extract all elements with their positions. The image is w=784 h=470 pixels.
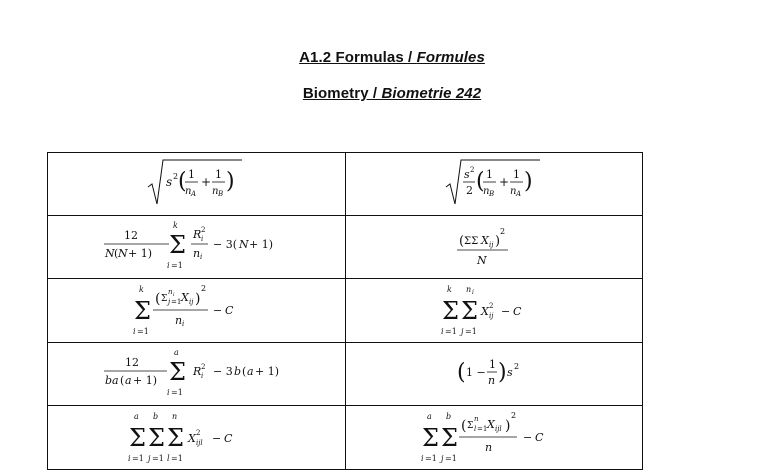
svg-text:Σ: Σ	[167, 424, 185, 452]
svg-text:Σ: Σ	[421, 424, 439, 452]
svg-text:=1: =1	[171, 260, 184, 270]
svg-text:1: 1	[485, 167, 493, 181]
svg-text:n: n	[509, 185, 517, 197]
svg-text:2: 2	[201, 284, 207, 293]
svg-text:=1: =1	[424, 454, 437, 463]
svg-text:2: 2	[513, 361, 519, 371]
formula-friedman	[101, 344, 291, 400]
svg-text:n: n	[185, 185, 192, 197]
svg-text:(: (	[458, 233, 464, 249]
formula-cell	[345, 343, 643, 406]
svg-text:n: n	[473, 415, 479, 423]
table-row	[48, 153, 643, 216]
svg-text:=1: =1	[137, 327, 150, 336]
svg-text:−: −	[500, 305, 510, 318]
svg-text:Σ: Σ	[440, 424, 458, 452]
svg-text:s: s	[166, 174, 173, 189]
svg-text:n: n	[175, 314, 183, 327]
svg-text:a: a	[174, 347, 180, 357]
formula-cell	[48, 279, 346, 343]
svg-text:ij: ij	[488, 312, 494, 320]
svg-text:C: C	[225, 304, 234, 317]
svg-text:a: a	[426, 412, 432, 421]
svg-text:): )	[195, 291, 201, 307]
svg-text:n: n	[193, 246, 201, 260]
subtitle-plain: Biometry /	[302, 85, 382, 102]
svg-text:=1: =1	[171, 387, 184, 397]
svg-text:2: 2	[469, 165, 475, 174]
table-row	[48, 279, 643, 343]
svg-text:1: 1	[188, 167, 196, 181]
svg-text:X: X	[486, 418, 495, 431]
svg-text:k: k	[173, 220, 179, 230]
svg-text:2: 2	[499, 226, 505, 236]
svg-text:+: +	[498, 174, 509, 189]
svg-text:ij: ij	[488, 240, 494, 249]
svg-text:j: j	[460, 327, 464, 336]
svg-text:b: b	[153, 412, 159, 421]
formula-cell	[48, 216, 346, 279]
svg-text:N: N	[239, 237, 249, 251]
svg-text:(: (	[456, 359, 466, 385]
formula-variance-factor	[454, 347, 534, 397]
svg-text:A: A	[191, 189, 197, 198]
svg-text:2: 2	[465, 183, 473, 197]
svg-text:C: C	[534, 431, 544, 444]
page-subtitle	[0, 85, 784, 102]
svg-text:12: 12	[124, 228, 139, 242]
svg-text:n: n	[482, 185, 490, 197]
formula-cell	[48, 153, 346, 216]
svg-text:n: n	[465, 285, 471, 294]
svg-text:− 3(: − 3(	[213, 237, 238, 251]
svg-text:Σ: Σ	[460, 297, 478, 325]
svg-text:Σ: Σ	[466, 421, 474, 431]
svg-text:+ 1): + 1)	[249, 237, 274, 251]
svg-text:a: a	[247, 364, 254, 378]
svg-text:(: (	[460, 418, 467, 434]
table-row	[48, 343, 643, 406]
svg-text:): )	[494, 233, 500, 249]
svg-text:X: X	[188, 432, 197, 445]
svg-text:C: C	[512, 305, 522, 318]
formula-cell	[345, 153, 643, 216]
svg-text:s: s	[463, 167, 470, 181]
svg-text:1: 1	[512, 167, 520, 181]
svg-text:+ 1): + 1)	[133, 373, 158, 387]
svg-text:i: i	[128, 454, 131, 463]
svg-text:B: B	[218, 189, 224, 198]
formula-cell	[345, 406, 643, 470]
svg-text:+ 1): + 1)	[128, 246, 153, 260]
svg-text:i: i	[167, 260, 170, 270]
formula-three-way-ss	[126, 406, 266, 464]
svg-text:+ 1): + 1)	[255, 364, 280, 378]
svg-text:i: i	[440, 327, 444, 336]
svg-text:N: N	[105, 246, 115, 260]
svg-text:): )	[523, 168, 533, 194]
svg-text:s: s	[506, 365, 513, 379]
svg-text:2: 2	[488, 302, 494, 310]
svg-text:Σ: Σ	[161, 294, 168, 304]
svg-text:i: i	[471, 289, 474, 296]
svg-text:1: 1	[488, 357, 496, 371]
svg-text:ΣΣ: ΣΣ	[463, 235, 478, 247]
svg-text:R: R	[193, 227, 202, 241]
svg-text:(: (	[242, 364, 247, 378]
svg-text:+: +	[201, 174, 212, 189]
subtitle-italic: Biometrie 242	[381, 85, 482, 102]
formula-table	[47, 152, 643, 470]
svg-text:): )	[504, 418, 511, 434]
svg-text:=1: =1	[132, 454, 145, 463]
formula-cell-ss	[419, 406, 569, 464]
svg-text:=1: =1	[152, 454, 165, 463]
svg-text:=1: =1	[476, 425, 488, 433]
svg-text:j: j	[148, 454, 151, 463]
svg-text:ba: ba	[105, 373, 119, 387]
svg-text:i: i	[420, 454, 424, 463]
svg-text:a: a	[134, 412, 140, 421]
svg-text:l: l	[167, 454, 170, 463]
svg-text:(: (	[155, 291, 161, 307]
svg-text:X: X	[181, 291, 190, 304]
formula-cell	[345, 216, 643, 279]
svg-text:2: 2	[201, 225, 206, 234]
svg-text:(: (	[120, 373, 125, 387]
formula-pooled-se	[146, 157, 246, 207]
formula-pooled-se-half	[444, 157, 544, 207]
svg-text:C: C	[224, 432, 233, 445]
svg-text:=1: =1	[464, 327, 477, 336]
svg-text:i: i	[200, 252, 203, 261]
formula-cell	[48, 343, 346, 406]
svg-text:− 3: − 3	[213, 364, 233, 378]
svg-text:n: n	[212, 185, 219, 197]
svg-text:b: b	[445, 412, 451, 421]
svg-text:2: 2	[510, 411, 516, 420]
svg-text:−: −	[213, 304, 223, 317]
svg-text:=1: =1	[444, 454, 457, 463]
svg-text:B: B	[488, 189, 494, 198]
svg-text:n: n	[168, 288, 173, 296]
svg-text:1: 1	[215, 167, 223, 181]
svg-text:n: n	[487, 373, 495, 387]
formula-correction-term	[454, 220, 534, 270]
title-plain: A1.2 Formulas /	[299, 49, 417, 66]
svg-text:Σ: Σ	[129, 424, 147, 452]
title-italic: Formules	[416, 49, 485, 66]
svg-text:=1: =1	[171, 298, 182, 306]
svg-text:12: 12	[125, 355, 140, 369]
svg-text:j: j	[440, 454, 444, 463]
svg-text:ijl: ijl	[494, 425, 502, 433]
svg-text:A: A	[515, 189, 521, 198]
table-row	[48, 406, 643, 470]
svg-text:X: X	[480, 305, 489, 318]
svg-text:k: k	[139, 285, 145, 294]
svg-text:R: R	[193, 364, 202, 378]
svg-text:2: 2	[173, 171, 179, 181]
page-title	[0, 49, 784, 66]
svg-text:1 −: 1 −	[465, 365, 486, 379]
svg-text:Σ: Σ	[148, 424, 166, 452]
table-row	[48, 216, 643, 279]
svg-text:−: −	[522, 431, 532, 444]
svg-text:j: j	[168, 298, 171, 306]
svg-text:l: l	[473, 425, 476, 433]
formula-treatment-ss	[131, 279, 261, 337]
svg-text:N: N	[118, 246, 128, 260]
svg-text:ij: ij	[189, 298, 194, 306]
svg-text:): )	[226, 168, 235, 194]
svg-text:Σ: Σ	[441, 297, 459, 325]
svg-text:−: −	[212, 432, 222, 445]
svg-text:i: i	[182, 320, 185, 328]
svg-text:i: i	[167, 387, 170, 397]
svg-text:): )	[497, 359, 507, 385]
svg-text:=1: =1	[444, 327, 457, 336]
svg-text:n: n	[172, 412, 178, 421]
svg-text:=1: =1	[171, 454, 184, 463]
svg-text:n: n	[484, 441, 492, 454]
svg-text:N: N	[476, 253, 487, 267]
svg-text:i: i	[201, 234, 204, 243]
svg-text:i: i	[201, 371, 204, 380]
svg-text:2: 2	[201, 362, 206, 371]
svg-text:i: i	[173, 292, 175, 298]
svg-text:ijl: ijl	[196, 439, 203, 447]
formula-total-ss	[439, 279, 549, 337]
formula-kruskal-wallis	[101, 217, 291, 273]
svg-text:(: (	[475, 168, 485, 194]
svg-text:Σ: Σ	[134, 297, 152, 325]
svg-text:2: 2	[196, 429, 201, 437]
formula-cell	[345, 279, 643, 343]
svg-text:X: X	[480, 233, 489, 247]
svg-text:(: (	[178, 168, 187, 194]
formula-cell	[48, 406, 346, 470]
svg-text:(: (	[114, 246, 119, 260]
svg-text:Σ: Σ	[169, 230, 187, 259]
svg-text:a: a	[125, 373, 132, 387]
svg-text:k: k	[446, 285, 452, 294]
svg-text:i: i	[133, 327, 136, 336]
svg-text:Σ: Σ	[169, 357, 187, 386]
svg-text:b: b	[234, 364, 242, 378]
